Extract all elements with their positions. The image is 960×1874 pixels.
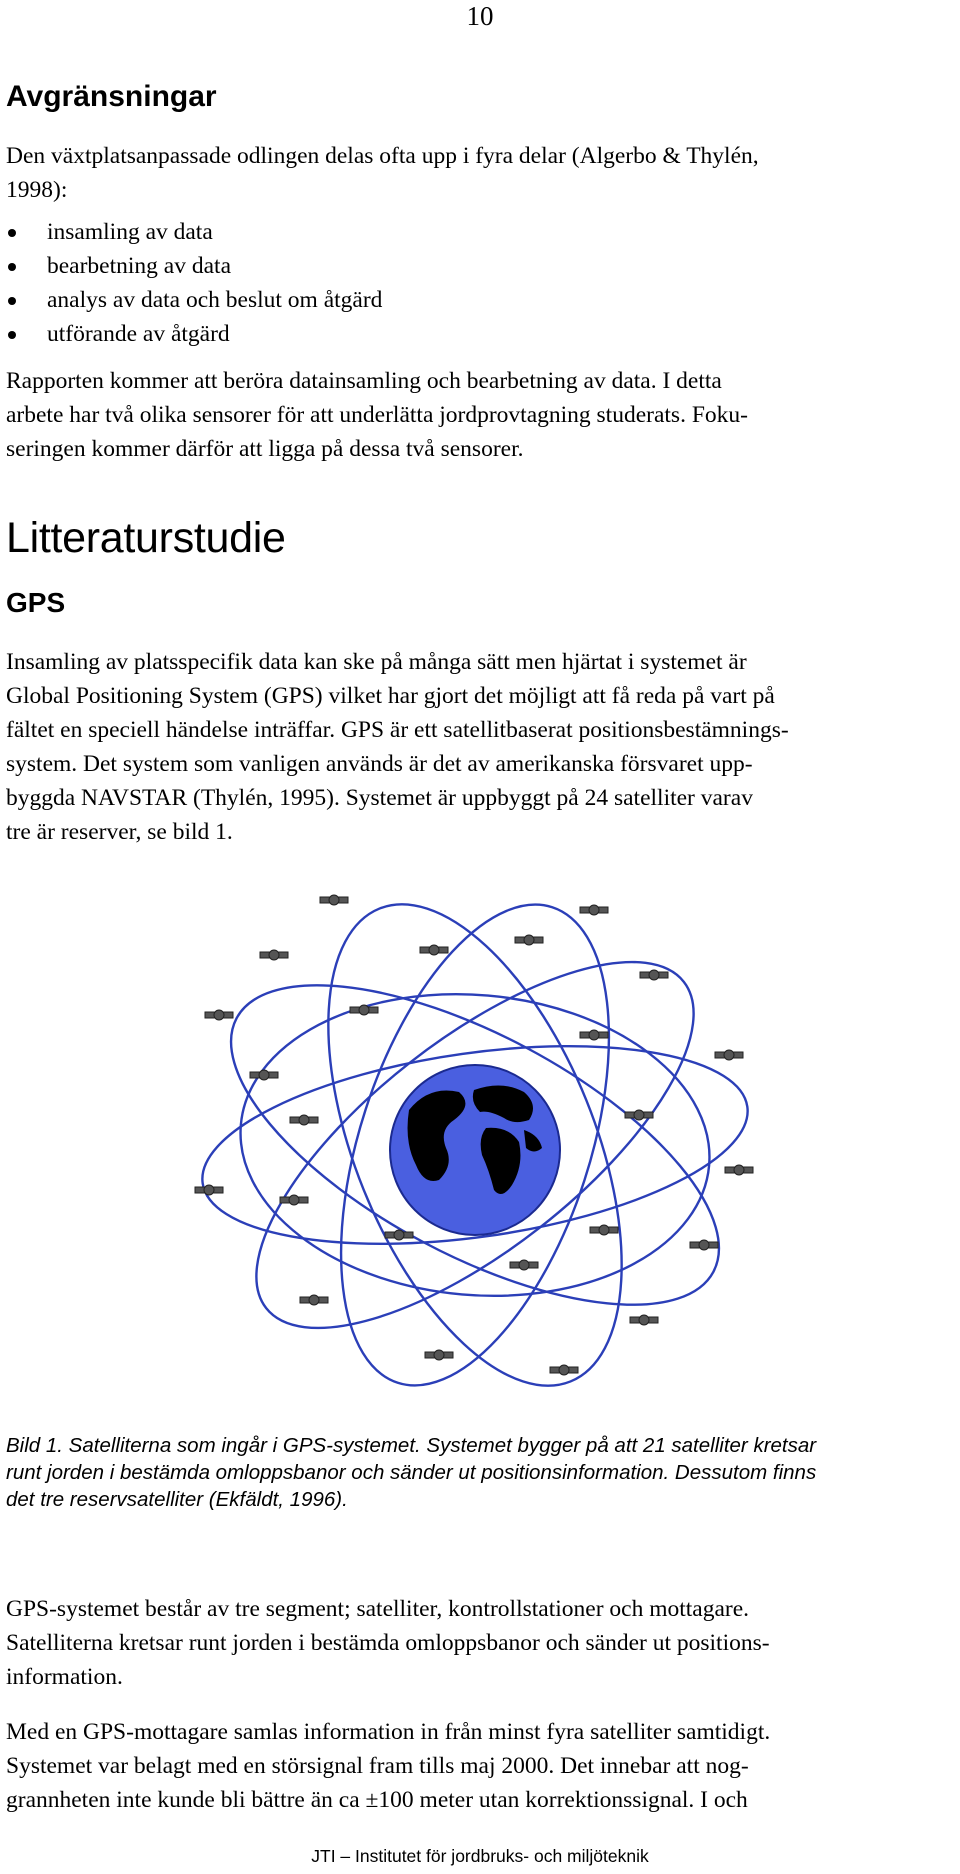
- text-line: information.: [6, 1664, 123, 1690]
- text-line: 1998):: [6, 177, 68, 203]
- bullet-item: utförande av åtgärd: [6, 317, 382, 351]
- text-line: tre är reserver, se bild 1.: [6, 819, 233, 845]
- bullet-item: analys av data och beslut om åtgärd: [6, 283, 382, 317]
- text-line: Global Positioning System (GPS) vilket har gjort det möjligt att få reda på vart på: [6, 683, 775, 709]
- text-line: Med en GPS-mottagare samlas information in från minst fyra satelliter samtidigt.: [6, 1719, 771, 1745]
- bullet-item: bearbetning av data: [6, 249, 382, 283]
- segments-paragraph: [6, 1592, 770, 1694]
- section-heading-avgransningar: Avgränsningar: [6, 80, 217, 113]
- gps-paragraph: [6, 645, 789, 849]
- intro-paragraph: [6, 139, 759, 207]
- caption-line: Bild 1. Satelliterna som ingår i GPS-systemet. Systemet bygger på att 21 satelliter kretsar: [6, 1434, 817, 1457]
- figure-caption: [6, 1432, 816, 1513]
- text-line: fältet en speciell händelse inträffar. GPS är ett satellitbaserat positionsbestämnings-: [6, 717, 789, 743]
- text-line: Insamling av platsspecifik data kan ske på många sätt men hjärtat i systemet är: [6, 649, 747, 675]
- text-line: Rapporten kommer att beröra datainsamling och bearbetning av data. I detta: [6, 368, 722, 394]
- text-line: system. Det system som vanligen används är det av amerikanska försvaret upp-: [6, 751, 753, 777]
- earth: [390, 1065, 560, 1235]
- text-line: seringen kommer därför att ligga på dessa två sensorer.: [6, 436, 524, 462]
- text-line: Systemet var belagt med en störsignal fram tills maj 2000. Det innebar att nog-: [6, 1753, 749, 1779]
- receiver-paragraph: [6, 1715, 770, 1817]
- text-line: grannheten inte kunde bli bättre än ca ±100 meter utan korrektionssignal. I och: [6, 1787, 748, 1813]
- text-line: Satelliterna kretsar runt jorden i bestämda omloppsbanor och sänder ut positions-: [6, 1630, 770, 1656]
- text-line: Den växtplatsanpassade odlingen delas ofta upp i fyra delar (Algerbo & Thylén,: [6, 143, 759, 169]
- text-line: arbete har två olika sensorer för att underlätta jordprovtagning studerats. Foku-: [6, 402, 748, 428]
- subheading-gps: GPS: [6, 587, 66, 618]
- gps-constellation-figure: [184, 880, 766, 1400]
- page-footer: JTI – Institutet för jordbruks- och miljöteknik: [311, 1846, 649, 1866]
- caption-line: det tre reservsatelliter (Ekfäldt, 1996).: [6, 1488, 348, 1511]
- text-line: byggda NAVSTAR (Thylén, 1995). Systemet är uppbyggt på 24 satelliter varav: [6, 785, 753, 811]
- bullet-item: insamling av data: [6, 215, 382, 249]
- caption-line: runt jorden i bestämda omloppsbanor och sänder ut positionsinformation. Dessutom finns: [6, 1461, 817, 1484]
- bullet-list: [6, 215, 382, 351]
- page-number: 10: [466, 1, 494, 31]
- text-line: GPS-systemet består av tre segment; satelliter, kontrollstationer och mottagare.: [6, 1596, 750, 1622]
- section-heading-litteraturstudie: Litteraturstudie: [6, 514, 286, 562]
- scope-paragraph: [6, 364, 748, 466]
